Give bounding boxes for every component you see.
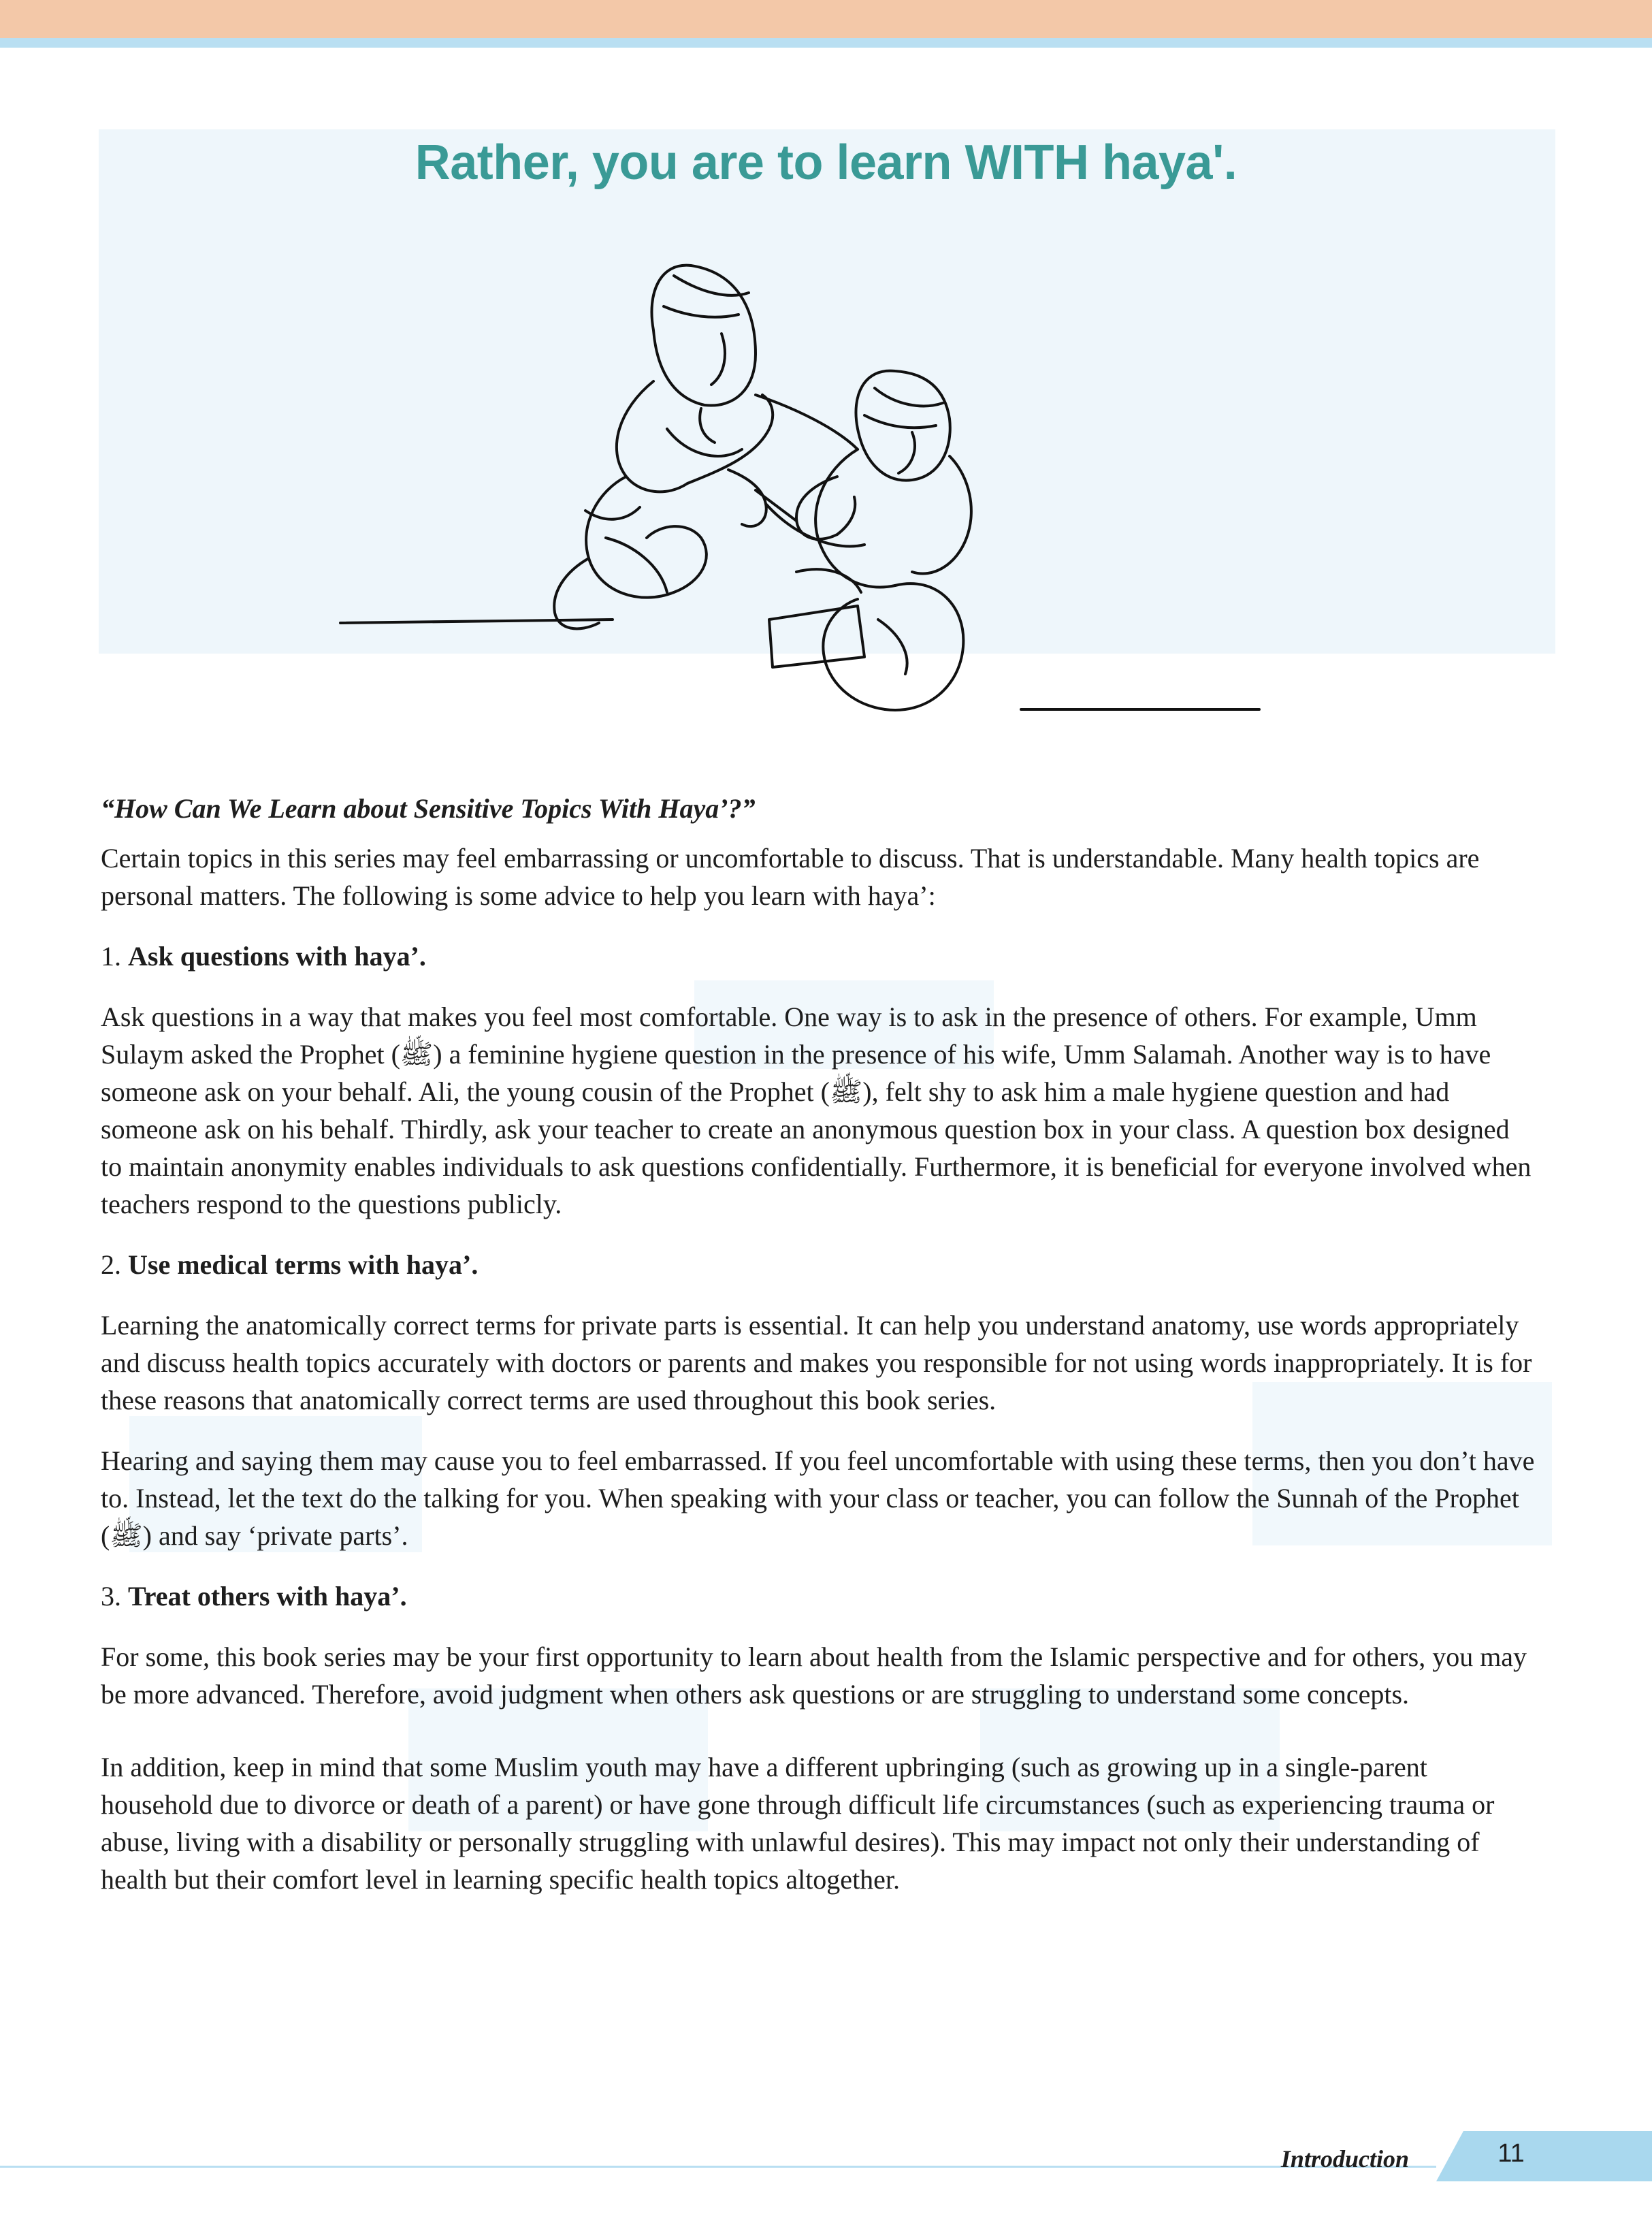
top-color-band	[0, 0, 1652, 38]
article-body	[101, 790, 1537, 1898]
body-paragraph: For some, this book series may be your first opportunity to learn about health from the Islamic perspective and for others, you may be more advanced. Therefore, avoid judgment when others ask questions or are struggling to understand some concepts.	[101, 1641, 1527, 1710]
body-paragraph: Ask questions in a way that makes you feel most comfortable. One way is to ask in the presence of others. For example, Umm Sulaym asked the Prophet (ﷺ) a feminine hygiene question in the presence of his wife, Umm Salamah. Another way is to have someone ask on your behalf. Ali, the young cousin of the Prophet (ﷺ), felt shy to ask him a male hygiene question and had someone ask on his behalf. Thirdly, ask your teacher to create an anonymous question box in your class. A question box designed to maintain anonymity enables individuals to ask questions confidentially. Furthermore, it is beneficial for everyone involved when teachers respond to the questions publicly.	[101, 1001, 1532, 1219]
top-blue-rule	[0, 38, 1652, 48]
item-heading-medical-terms	[101, 1246, 1537, 1283]
item-heading-ask-questions	[101, 937, 1537, 975]
item-number: 1.	[101, 941, 121, 972]
page-number: 11	[1497, 2139, 1525, 2168]
body-paragraph: In addition, keep in mind that some Muslim youth may have a different upbringing (such as growing up in a single-parent household due to divorce or death of a parent) or have gone through difficult life circumstances (such as experiencing trauma or abuse, living with a disability or personally struggling with unlawful desires). This may impact not only their understanding of health but their comfort level in learning specific health topics altogether.	[101, 1752, 1495, 1895]
page-title: Rather, you are to learn WITH haya'.	[415, 135, 1237, 190]
footer-section-label: Introduction	[1280, 2145, 1409, 2172]
two-women-talking-line-art-icon	[320, 252, 1286, 728]
body-paragraph: Learning the anatomically correct terms for private parts is essential. It can help you understand anatomy, use words appropriately and discuss health topics accurately with doctors or parents and makes you responsible for not using words inappropriately. It is for these reasons that anatomically correct terms are used throughout this book series.	[101, 1310, 1532, 1415]
section-subheading: “How Can We Learn about Sensitive Topics With Haya’?”	[101, 793, 756, 824]
item-heading-text: Use medical terms with haya’.	[128, 1249, 479, 1280]
item-number: 2.	[101, 1249, 121, 1280]
body-paragraph: Hearing and saying them may cause you to feel embarrassed. If you feel uncomfortable with using these terms, then you don’t have to. Instead, let the text do the talking for you. When speaking with your class or teacher, you can follow the Sunnah of the Prophet (ﷺ) and say ‘private parts’.	[101, 1445, 1535, 1551]
item-heading-text: Ask questions with haya’.	[128, 941, 426, 972]
item-number: 3.	[101, 1581, 121, 1611]
item-heading-treat-others	[101, 1577, 1537, 1615]
item-heading-text: Treat others with haya’.	[128, 1581, 407, 1611]
intro-paragraph: Certain topics in this series may feel embarrassing or uncomfortable to discuss. That is understandable. Many health topics are personal matters. The following is some advice to help you learn with haya’:	[101, 843, 1480, 911]
